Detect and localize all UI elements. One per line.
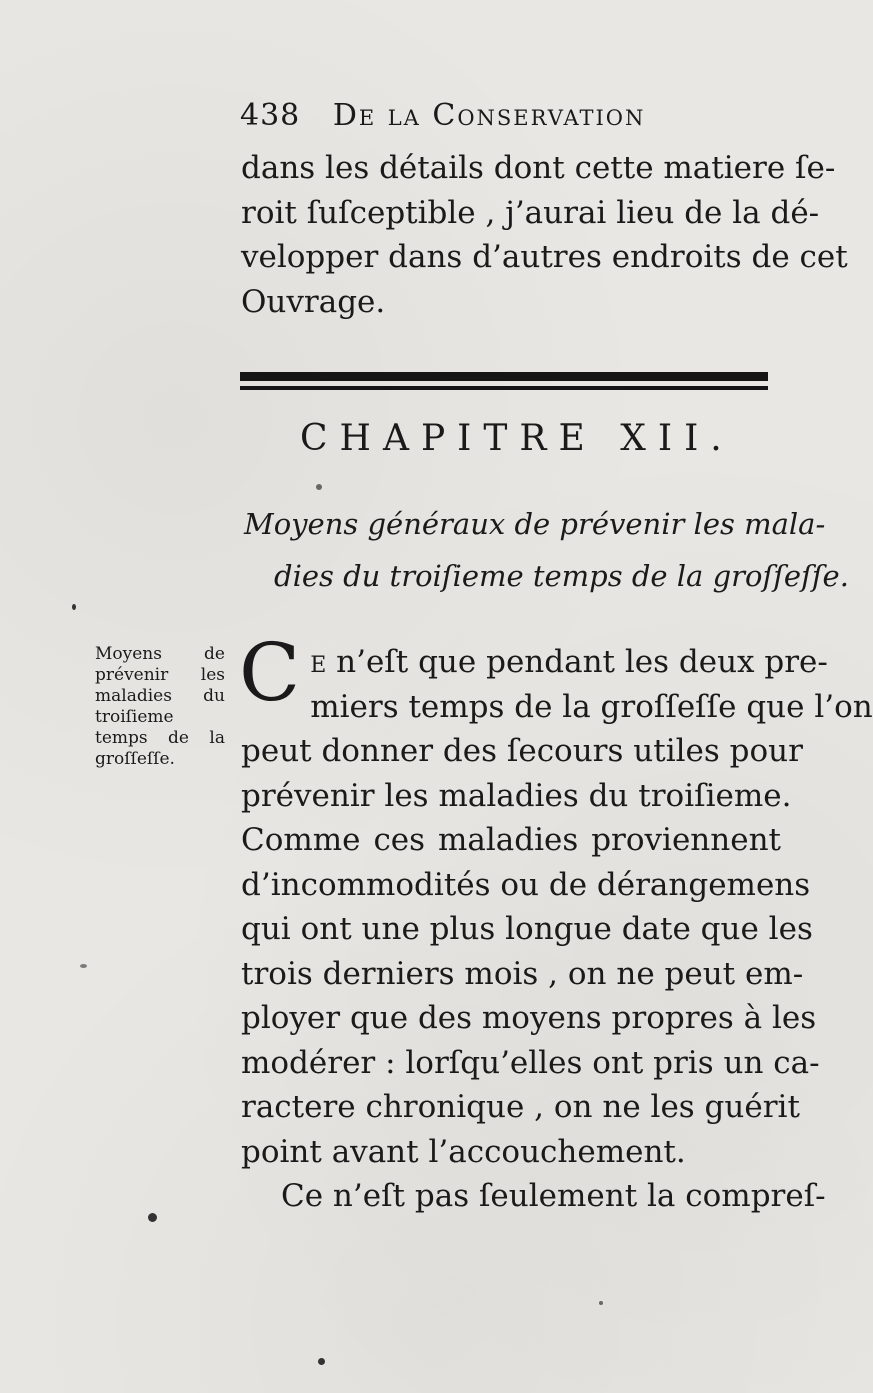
paragraph-continued xyxy=(241,146,848,324)
text-line: velopper dans d’autres endroits de cet xyxy=(241,239,848,275)
text-line xyxy=(241,640,828,685)
text-line: roit ſuſceptible , j’aurai lieu de la dé- xyxy=(241,194,820,231)
margin-note-line: prévenir les xyxy=(95,665,225,685)
marginal-note xyxy=(95,644,225,770)
chapter-subtitle xyxy=(244,498,849,602)
text-line: trois derniers mois , on ne peut em- xyxy=(241,955,804,992)
small-caps-run: e xyxy=(310,644,327,680)
text-run: n’eſt que pendant les deux pre- xyxy=(326,644,828,680)
text-line: Comme ces maladies proviennent xyxy=(241,822,781,858)
text-line: Ouvrage. xyxy=(241,283,386,320)
text-line: ractere chronique , on ne les guérit xyxy=(241,1089,800,1125)
text-line: dans les détails dont cette matiere ſe- xyxy=(241,150,836,186)
text-line: point avant l’accouchement. xyxy=(241,1133,686,1170)
text-line: modérer : lorſqu’elles ont pris un ca- xyxy=(241,1044,820,1081)
running-title: De la Conservation xyxy=(332,98,646,133)
divider-thick-line xyxy=(240,372,768,381)
subtitle-line: Moyens généraux de prévenir les mala- xyxy=(244,507,826,541)
chapter-body-paragraph xyxy=(239,626,873,1219)
paper-speck xyxy=(599,1301,603,1305)
paper-speck xyxy=(72,604,76,610)
divider-thin-line xyxy=(240,386,768,390)
paper-speck xyxy=(318,1358,325,1365)
chapter-divider-rule xyxy=(240,372,768,396)
page-number: 438 xyxy=(240,98,301,133)
margin-note-line: maladies du xyxy=(95,686,225,706)
text-line: prévenir les maladies du troiſieme. xyxy=(241,777,792,814)
margin-note-line: troiſieme xyxy=(95,707,174,727)
paper-speck xyxy=(148,1213,157,1222)
text-line: d’incommodités ou de dérangemens xyxy=(241,866,811,903)
chapter-heading: CHAPITRE XII. xyxy=(300,418,734,459)
margin-note-line: Moyens de xyxy=(95,644,225,664)
margin-note-line: temps de la xyxy=(95,728,225,748)
text-line: Ce n’eſt pas ſeulement la compreſ- xyxy=(281,1178,826,1214)
drop-cap: C xyxy=(239,626,301,719)
subtitle-line: dies du troiſieme temps de la groſſeſſe. xyxy=(274,559,849,593)
text-line: ployer que des moyens propres à les xyxy=(241,1000,817,1036)
paper-speck xyxy=(316,484,322,490)
paper-speck xyxy=(80,964,87,968)
margin-note-line: groſſeſſe. xyxy=(95,749,175,769)
text-line: miers temps de la groſſeſſe que l’on xyxy=(310,688,873,725)
running-header xyxy=(240,98,760,133)
text-line: peut donner des ſecours utiles pour xyxy=(241,733,803,769)
text-line: qui ont une plus longue date que les xyxy=(241,911,813,947)
